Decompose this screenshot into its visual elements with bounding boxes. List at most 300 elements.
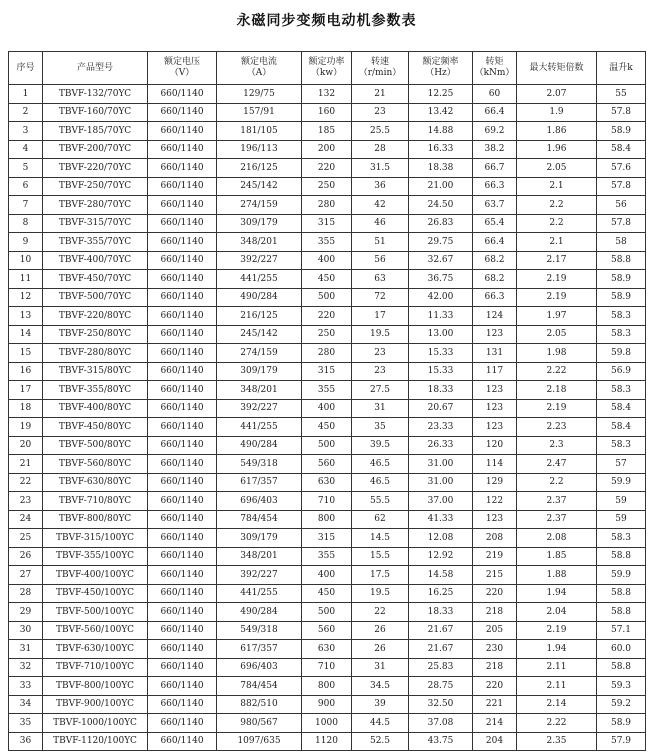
cell-model: TBVF-400/80YC: [43, 399, 148, 418]
cell-power: 355: [302, 547, 352, 566]
cell-voltage: 660/1140: [148, 584, 217, 603]
cell-speed: 46.5: [352, 455, 409, 474]
cell-model: TBVF-280/70YC: [43, 196, 148, 215]
cell-model: TBVF-900/100YC: [43, 695, 148, 714]
cell-current: 392/227: [217, 399, 302, 418]
cell-max-torque-ratio: 1.88: [517, 566, 597, 585]
cell-max-torque-ratio: 1.85: [517, 547, 597, 566]
cell-speed: 26: [352, 621, 409, 640]
cell-temp-rise: 59.9: [597, 566, 646, 585]
col-header-torque: 转矩 （kNm）: [473, 52, 517, 85]
cell-frequency: 21.67: [409, 640, 473, 659]
cell-frequency: 21.00: [409, 177, 473, 196]
col-header-current: 额定电流 （A）: [217, 52, 302, 85]
cell-index: 5: [9, 159, 43, 178]
cell-power: 280: [302, 344, 352, 363]
cell-voltage: 660/1140: [148, 455, 217, 474]
cell-model: TBVF-1000/100YC: [43, 714, 148, 733]
cell-index: 8: [9, 214, 43, 233]
cell-model: TBVF-800/100YC: [43, 677, 148, 696]
cell-speed: 14.5: [352, 529, 409, 548]
cell-current: 441/255: [217, 418, 302, 437]
cell-temp-rise: 58.8: [597, 251, 646, 270]
cell-torque: 117: [473, 362, 517, 381]
cell-torque: 60: [473, 85, 517, 104]
cell-frequency: 42.00: [409, 288, 473, 307]
cell-max-torque-ratio: 2.19: [517, 621, 597, 640]
cell-power: 1120: [302, 732, 352, 751]
cell-max-torque-ratio: 2.19: [517, 399, 597, 418]
cell-max-torque-ratio: 1.97: [517, 307, 597, 326]
cell-current: 245/142: [217, 325, 302, 344]
cell-power: 400: [302, 251, 352, 270]
cell-temp-rise: 58.3: [597, 381, 646, 400]
cell-speed: 21: [352, 85, 409, 104]
cell-current: 216/125: [217, 159, 302, 178]
cell-speed: 17: [352, 307, 409, 326]
cell-torque: 123: [473, 381, 517, 400]
cell-power: 315: [302, 362, 352, 381]
cell-temp-rise: 58.3: [597, 325, 646, 344]
table-row: [9, 177, 646, 196]
cell-current: 696/403: [217, 492, 302, 511]
table-row: [9, 455, 646, 474]
table-row: [9, 214, 646, 233]
cell-voltage: 660/1140: [148, 399, 217, 418]
cell-frequency: 18.33: [409, 381, 473, 400]
cell-speed: 31.5: [352, 159, 409, 178]
table-row: [9, 307, 646, 326]
cell-model: TBVF-500/80YC: [43, 436, 148, 455]
cell-power: 280: [302, 196, 352, 215]
cell-index: 31: [9, 640, 43, 659]
cell-speed: 36: [352, 177, 409, 196]
cell-max-torque-ratio: 2.08: [517, 529, 597, 548]
table-row: [9, 510, 646, 529]
cell-power: 220: [302, 307, 352, 326]
cell-torque: 220: [473, 677, 517, 696]
table-row: [9, 344, 646, 363]
cell-temp-rise: 58.3: [597, 307, 646, 326]
cell-model: TBVF-315/100YC: [43, 529, 148, 548]
table-row: [9, 233, 646, 252]
cell-model: TBVF-1120/100YC: [43, 732, 148, 751]
cell-model: TBVF-250/80YC: [43, 325, 148, 344]
cell-voltage: 660/1140: [148, 714, 217, 733]
cell-voltage: 660/1140: [148, 214, 217, 233]
cell-torque: 66.4: [473, 103, 517, 122]
cell-current: 392/227: [217, 566, 302, 585]
cell-speed: 52.5: [352, 732, 409, 751]
cell-power: 800: [302, 510, 352, 529]
col-header-speed: 转速 （r/min）: [352, 52, 409, 85]
cell-power: 710: [302, 492, 352, 511]
cell-frequency: 21.67: [409, 621, 473, 640]
cell-frequency: 11.33: [409, 307, 473, 326]
cell-power: 315: [302, 529, 352, 548]
cell-voltage: 660/1140: [148, 140, 217, 159]
cell-power: 630: [302, 473, 352, 492]
cell-max-torque-ratio: 1.98: [517, 344, 597, 363]
cell-temp-rise: 58.4: [597, 140, 646, 159]
cell-power: 250: [302, 177, 352, 196]
cell-temp-rise: 59: [597, 510, 646, 529]
cell-frequency: 12.25: [409, 85, 473, 104]
cell-model: TBVF-560/100YC: [43, 621, 148, 640]
cell-max-torque-ratio: 2.05: [517, 159, 597, 178]
cell-speed: 19.5: [352, 584, 409, 603]
cell-torque: 69.2: [473, 122, 517, 141]
table-row: [9, 640, 646, 659]
cell-torque: 208: [473, 529, 517, 548]
cell-power: 355: [302, 381, 352, 400]
cell-torque: 66.4: [473, 233, 517, 252]
cell-temp-rise: 57: [597, 455, 646, 474]
cell-speed: 23: [352, 344, 409, 363]
cell-speed: 23: [352, 103, 409, 122]
cell-temp-rise: 59.8: [597, 344, 646, 363]
cell-torque: 123: [473, 418, 517, 437]
cell-frequency: 43.75: [409, 732, 473, 751]
table-row: [9, 288, 646, 307]
cell-temp-rise: 58.9: [597, 714, 646, 733]
cell-power: 450: [302, 270, 352, 289]
cell-power: 250: [302, 325, 352, 344]
cell-frequency: 14.88: [409, 122, 473, 141]
cell-torque: 123: [473, 325, 517, 344]
cell-speed: 27.5: [352, 381, 409, 400]
col-header-voltage: 额定电压 （V）: [148, 52, 217, 85]
cell-torque: 66.7: [473, 159, 517, 178]
cell-current: 348/201: [217, 233, 302, 252]
cell-index: 2: [9, 103, 43, 122]
cell-temp-rise: 58.4: [597, 399, 646, 418]
cell-torque: 131: [473, 344, 517, 363]
cell-voltage: 660/1140: [148, 732, 217, 751]
cell-power: 200: [302, 140, 352, 159]
cell-model: TBVF-200/70YC: [43, 140, 148, 159]
cell-torque: 63.7: [473, 196, 517, 215]
cell-model: TBVF-450/70YC: [43, 270, 148, 289]
cell-current: 309/179: [217, 362, 302, 381]
cell-index: 29: [9, 603, 43, 622]
cell-voltage: 660/1140: [148, 344, 217, 363]
cell-power: 400: [302, 399, 352, 418]
cell-max-torque-ratio: 1.94: [517, 584, 597, 603]
cell-model: TBVF-400/70YC: [43, 251, 148, 270]
cell-voltage: 660/1140: [148, 529, 217, 548]
cell-current: 490/284: [217, 288, 302, 307]
cell-current: 617/357: [217, 640, 302, 659]
cell-index: 36: [9, 732, 43, 751]
table-row: [9, 547, 646, 566]
cell-voltage: 660/1140: [148, 122, 217, 141]
cell-speed: 44.5: [352, 714, 409, 733]
cell-current: 549/318: [217, 455, 302, 474]
cell-max-torque-ratio: 2.22: [517, 362, 597, 381]
cell-frequency: 24.50: [409, 196, 473, 215]
cell-speed: 46: [352, 214, 409, 233]
cell-torque: 120: [473, 436, 517, 455]
cell-current: 549/318: [217, 621, 302, 640]
col-header-max-torque-ratio: 最大转矩倍数: [517, 52, 597, 85]
cell-speed: 42: [352, 196, 409, 215]
table-row: [9, 196, 646, 215]
cell-index: 13: [9, 307, 43, 326]
cell-model: TBVF-355/100YC: [43, 547, 148, 566]
cell-index: 3: [9, 122, 43, 141]
table-row: [9, 362, 646, 381]
cell-temp-rise: 58.4: [597, 418, 646, 437]
cell-frequency: 32.50: [409, 695, 473, 714]
table-row: [9, 603, 646, 622]
col-header-index: 序号: [9, 52, 43, 85]
cell-max-torque-ratio: 2.11: [517, 677, 597, 696]
cell-torque: 38.2: [473, 140, 517, 159]
cell-current: 216/125: [217, 307, 302, 326]
cell-voltage: 660/1140: [148, 381, 217, 400]
page-title: 永磁同步变频电动机参数表: [236, 13, 417, 29]
cell-current: 490/284: [217, 436, 302, 455]
cell-current: 392/227: [217, 251, 302, 270]
cell-model: TBVF-400/100YC: [43, 566, 148, 585]
cell-power: 220: [302, 159, 352, 178]
cell-index: 21: [9, 455, 43, 474]
table-row: [9, 270, 646, 289]
cell-torque: 204: [473, 732, 517, 751]
cell-voltage: 660/1140: [148, 325, 217, 344]
cell-speed: 31: [352, 399, 409, 418]
cell-torque: 205: [473, 621, 517, 640]
cell-temp-rise: 57.9: [597, 732, 646, 751]
cell-temp-rise: 57.8: [597, 177, 646, 196]
cell-max-torque-ratio: 1.94: [517, 640, 597, 659]
cell-max-torque-ratio: 2.23: [517, 418, 597, 437]
table-row: [9, 566, 646, 585]
cell-model: TBVF-560/80YC: [43, 455, 148, 474]
cell-index: 27: [9, 566, 43, 585]
cell-max-torque-ratio: 2.19: [517, 288, 597, 307]
col-header-temp-rise: 温升k: [597, 52, 646, 85]
table-row: [9, 658, 646, 677]
table-row: [9, 695, 646, 714]
cell-temp-rise: 56.9: [597, 362, 646, 381]
table-row: [9, 436, 646, 455]
cell-index: 20: [9, 436, 43, 455]
cell-speed: 22: [352, 603, 409, 622]
cell-index: 18: [9, 399, 43, 418]
cell-temp-rise: 60.0: [597, 640, 646, 659]
cell-temp-rise: 57.1: [597, 621, 646, 640]
cell-current: 309/179: [217, 529, 302, 548]
col-header-model: 产品型号: [43, 52, 148, 85]
cell-index: 22: [9, 473, 43, 492]
cell-frequency: 20.67: [409, 399, 473, 418]
cell-max-torque-ratio: 2.1: [517, 233, 597, 252]
cell-speed: 25.5: [352, 122, 409, 141]
cell-frequency: 23.33: [409, 418, 473, 437]
table-row: [9, 251, 646, 270]
cell-speed: 23: [352, 362, 409, 381]
cell-current: 441/255: [217, 584, 302, 603]
cell-frequency: 29.75: [409, 233, 473, 252]
cell-index: 4: [9, 140, 43, 159]
cell-torque: 220: [473, 584, 517, 603]
cell-speed: 72: [352, 288, 409, 307]
cell-frequency: 25.83: [409, 658, 473, 677]
cell-model: TBVF-185/70YC: [43, 122, 148, 141]
cell-voltage: 660/1140: [148, 658, 217, 677]
cell-power: 500: [302, 436, 352, 455]
cell-current: 274/159: [217, 196, 302, 215]
cell-voltage: 660/1140: [148, 603, 217, 622]
cell-model: TBVF-132/70YC: [43, 85, 148, 104]
cell-temp-rise: 59.2: [597, 695, 646, 714]
cell-current: 882/510: [217, 695, 302, 714]
table-row: [9, 381, 646, 400]
table-row: [9, 714, 646, 733]
cell-temp-rise: 58.3: [597, 436, 646, 455]
cell-temp-rise: 58.9: [597, 270, 646, 289]
cell-model: TBVF-315/70YC: [43, 214, 148, 233]
cell-torque: 66.3: [473, 177, 517, 196]
cell-max-torque-ratio: 2.37: [517, 492, 597, 511]
cell-voltage: 660/1140: [148, 159, 217, 178]
cell-torque: 218: [473, 658, 517, 677]
cell-index: 19: [9, 418, 43, 437]
cell-torque: 114: [473, 455, 517, 474]
cell-current: 181/105: [217, 122, 302, 141]
cell-temp-rise: 59.3: [597, 677, 646, 696]
cell-index: 33: [9, 677, 43, 696]
cell-index: 25: [9, 529, 43, 548]
cell-index: 7: [9, 196, 43, 215]
cell-index: 16: [9, 362, 43, 381]
cell-frequency: 31.00: [409, 473, 473, 492]
cell-voltage: 660/1140: [148, 436, 217, 455]
cell-current: 129/75: [217, 85, 302, 104]
cell-frequency: 12.92: [409, 547, 473, 566]
cell-frequency: 28.75: [409, 677, 473, 696]
cell-torque: 124: [473, 307, 517, 326]
cell-model: TBVF-710/100YC: [43, 658, 148, 677]
cell-speed: 19.5: [352, 325, 409, 344]
cell-torque: 123: [473, 399, 517, 418]
cell-frequency: 41.33: [409, 510, 473, 529]
cell-voltage: 660/1140: [148, 547, 217, 566]
cell-speed: 56: [352, 251, 409, 270]
cell-torque: 221: [473, 695, 517, 714]
cell-voltage: 660/1140: [148, 196, 217, 215]
cell-torque: 219: [473, 547, 517, 566]
cell-temp-rise: 59: [597, 492, 646, 511]
cell-torque: 215: [473, 566, 517, 585]
cell-speed: 15.5: [352, 547, 409, 566]
cell-max-torque-ratio: 2.07: [517, 85, 597, 104]
cell-speed: 63: [352, 270, 409, 289]
cell-index: 6: [9, 177, 43, 196]
cell-model: TBVF-450/80YC: [43, 418, 148, 437]
cell-torque: 214: [473, 714, 517, 733]
cell-temp-rise: 58.3: [597, 529, 646, 548]
cell-speed: 35: [352, 418, 409, 437]
cell-index: 14: [9, 325, 43, 344]
cell-voltage: 660/1140: [148, 621, 217, 640]
cell-frequency: 18.38: [409, 159, 473, 178]
cell-voltage: 660/1140: [148, 307, 217, 326]
cell-speed: 28: [352, 140, 409, 159]
cell-index: 34: [9, 695, 43, 714]
cell-max-torque-ratio: 2.19: [517, 270, 597, 289]
cell-current: 617/357: [217, 473, 302, 492]
cell-index: 11: [9, 270, 43, 289]
cell-max-torque-ratio: 2.22: [517, 714, 597, 733]
table-row: [9, 621, 646, 640]
cell-power: 500: [302, 603, 352, 622]
cell-voltage: 660/1140: [148, 233, 217, 252]
cell-power: 315: [302, 214, 352, 233]
cell-power: 132: [302, 85, 352, 104]
cell-model: TBVF-630/80YC: [43, 473, 148, 492]
cell-frequency: 18.33: [409, 603, 473, 622]
cell-power: 710: [302, 658, 352, 677]
cell-power: 900: [302, 695, 352, 714]
cell-torque: 66.3: [473, 288, 517, 307]
cell-speed: 51: [352, 233, 409, 252]
cell-index: 12: [9, 288, 43, 307]
cell-temp-rise: 57.8: [597, 214, 646, 233]
cell-model: TBVF-355/70YC: [43, 233, 148, 252]
table-row: [9, 584, 646, 603]
table-row: [9, 473, 646, 492]
cell-max-torque-ratio: 2.37: [517, 510, 597, 529]
cell-max-torque-ratio: 2.2: [517, 214, 597, 233]
cell-voltage: 660/1140: [148, 270, 217, 289]
cell-voltage: 660/1140: [148, 677, 217, 696]
cell-voltage: 660/1140: [148, 640, 217, 659]
cell-index: 1: [9, 85, 43, 104]
cell-torque: 122: [473, 492, 517, 511]
cell-frequency: 36.75: [409, 270, 473, 289]
cell-current: 245/142: [217, 177, 302, 196]
cell-frequency: 16.25: [409, 584, 473, 603]
cell-power: 630: [302, 640, 352, 659]
cell-index: 17: [9, 381, 43, 400]
cell-current: 696/403: [217, 658, 302, 677]
cell-power: 450: [302, 584, 352, 603]
cell-torque: 68.2: [473, 251, 517, 270]
cell-power: 185: [302, 122, 352, 141]
parameter-table: [8, 51, 646, 751]
table-row: [9, 85, 646, 104]
cell-frequency: 13.42: [409, 103, 473, 122]
cell-model: TBVF-500/100YC: [43, 603, 148, 622]
cell-torque: 123: [473, 510, 517, 529]
cell-temp-rise: 59.9: [597, 473, 646, 492]
cell-model: TBVF-710/80YC: [43, 492, 148, 511]
cell-max-torque-ratio: 2.3: [517, 436, 597, 455]
table-row: [9, 122, 646, 141]
cell-torque: 218: [473, 603, 517, 622]
cell-index: 32: [9, 658, 43, 677]
cell-max-torque-ratio: 2.2: [517, 473, 597, 492]
cell-model: TBVF-630/100YC: [43, 640, 148, 659]
cell-index: 26: [9, 547, 43, 566]
cell-max-torque-ratio: 2.11: [517, 658, 597, 677]
cell-model: TBVF-800/80YC: [43, 510, 148, 529]
cell-temp-rise: 58.8: [597, 547, 646, 566]
table-row: [9, 159, 646, 178]
